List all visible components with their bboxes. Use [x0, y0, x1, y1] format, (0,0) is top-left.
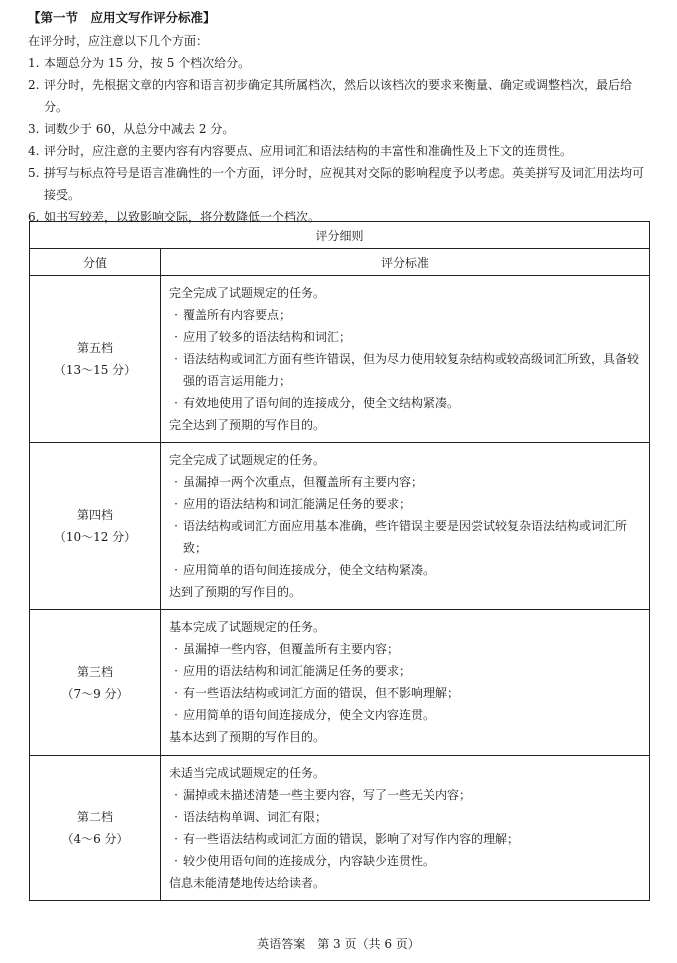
bullet-text: 应用了较多的语法结构和词汇；: [183, 330, 352, 344]
bullet-dot: ·: [174, 708, 178, 722]
bullet-text: 有一些语法结构或词汇方面的错误，但不影响理解；: [183, 686, 460, 700]
criteria-bullet: [169, 348, 641, 392]
criteria-opening: 基本完成了试题规定的任务。: [169, 620, 326, 634]
bullet-dot: ·: [174, 686, 178, 700]
tier-range: （7～9 分）: [61, 686, 129, 701]
bullet-dot: ·: [174, 330, 178, 344]
bullet-dot: ·: [174, 352, 178, 366]
bullet-dot: ·: [174, 563, 178, 577]
bullet-text: 虽漏掉一两个次重点，但覆盖所有主要内容；: [183, 475, 424, 489]
rule-item: [28, 140, 653, 162]
criteria-closing: 信息未能清楚地传达给读者。: [169, 876, 326, 890]
bullet-text: 较少使用语句间的连接成分，内容缺少连贯性。: [183, 854, 436, 868]
criteria-bullet: [169, 326, 641, 348]
tier-label-cell: [30, 610, 161, 756]
criteria-bullet: [169, 515, 641, 559]
bullet-dot: ·: [174, 854, 178, 868]
page-footer: 英语答案 第 3 页（共 6 页）: [257, 937, 420, 951]
criteria-bullet: [169, 304, 641, 326]
tier-criteria-cell: [161, 756, 650, 901]
criteria-bullet: [169, 682, 641, 704]
rule-number: 6.: [28, 210, 40, 224]
table-header-row: [30, 249, 650, 276]
bullet-dot: ·: [174, 642, 178, 656]
bullet-text: 应用的语法结构和词汇能满足任务的要求；: [183, 664, 412, 678]
criteria-bullet: [169, 828, 641, 850]
criteria-bullet: [169, 784, 641, 806]
bullet-dot: ·: [174, 832, 178, 846]
criteria-bullet: [169, 493, 641, 515]
rule-item: [28, 74, 653, 118]
tier-range: （13～15 分）: [53, 363, 137, 377]
scoring-details-table: [29, 221, 650, 901]
bullet-dot: ·: [174, 475, 178, 489]
rule-text: 评分时，应注意的主要内容有内容要点、应用词汇和语法结构的丰富性和准确性及上下文的连贯性。: [44, 144, 573, 158]
bullet-text: 有效地使用了语句间的连接成分，使全文结构紧凑。: [183, 396, 460, 410]
rule-number: 4.: [28, 144, 40, 158]
tier-name: 第五档: [76, 341, 113, 355]
criteria-bullet: [169, 471, 641, 493]
table-caption: 评分细则: [30, 222, 650, 249]
tier-name: 第三档: [76, 664, 113, 679]
bullet-dot: ·: [174, 497, 178, 511]
criteria-bullet: [169, 850, 641, 872]
section-title: 【第一节 应用文写作评分标准】: [28, 10, 216, 25]
criteria-bullet: [169, 559, 641, 581]
rule-number: 1.: [28, 56, 40, 70]
criteria-bullet: [169, 638, 641, 660]
intro-text: 在评分时，应注意以下几个方面：: [28, 34, 209, 48]
bullet-text: 应用的语法结构和词汇能满足任务的要求；: [183, 497, 412, 511]
criteria-opening: 完全完成了试题规定的任务。: [169, 453, 326, 467]
tier-label-cell: [30, 276, 161, 443]
criteria-bullet: [169, 660, 641, 682]
tier-label-cell: [30, 756, 161, 901]
table-row: [30, 756, 650, 901]
rule-text: 本题总分为 15 分，按 5 个档次给分。: [44, 56, 251, 70]
tier-criteria-cell: [161, 443, 650, 610]
rule-text: 拼写与标点符号是语言准确性的一个方面，评分时，应视其对交际的影响程度予以考虑。英美拼写及词汇用法均可接受。: [44, 166, 645, 202]
bullet-text: 应用简单的语句间连接成分，使全文内容连贯。: [183, 708, 436, 722]
bullet-text: 虽漏掉一些内容，但覆盖所有主要内容；: [183, 642, 400, 656]
criteria-opening: 完全完成了试题规定的任务。: [169, 286, 326, 300]
criteria-closing: 完全达到了预期的写作目的。: [169, 418, 326, 432]
bullet-dot: ·: [174, 308, 178, 322]
criteria-bullet: [169, 704, 641, 726]
rule-item: [28, 118, 653, 140]
criteria-closing: 达到了预期的写作目的。: [169, 585, 302, 599]
tier-range: （10～12 分）: [53, 530, 137, 544]
criteria-bullet: [169, 806, 641, 828]
table-row: [30, 610, 650, 756]
criteria-opening: 未适当完成试题规定的任务。: [169, 766, 326, 780]
rule-item: [28, 162, 653, 206]
tier-label-cell: [30, 443, 161, 610]
bullet-text: 有一些语法结构或词汇方面的错误，影响了对写作内容的理解；: [183, 832, 520, 846]
rule-number: 5.: [28, 166, 40, 180]
table-row: [30, 443, 650, 610]
bullet-text: 语法结构或词汇方面有些许错误，但为尽力使用较复杂结构或较高级词汇所致，具备较强的语言运用能力；: [183, 352, 640, 388]
rule-text: 词数少于 60，从总分中减去 2 分。: [44, 122, 235, 136]
rule-text: 如书写较差，以致影响交际，将分数降低一个档次。: [44, 210, 321, 224]
rule-number: 3.: [28, 122, 40, 136]
criteria-closing: 基本达到了预期的写作目的。: [169, 730, 326, 744]
rule-number: 2.: [28, 78, 40, 92]
bullet-dot: ·: [174, 396, 178, 410]
column-header-criteria: 评分标准: [161, 249, 650, 276]
bullet-dot: ·: [174, 664, 178, 678]
bullet-text: 应用简单的语句间连接成分，使全文结构紧凑。: [183, 563, 436, 577]
column-header-score: 分值: [30, 249, 161, 276]
table-caption-row: [30, 222, 650, 249]
bullet-text: 语法结构或词汇方面应用基本准确，些许错误主要是因尝试较复杂语法结构或词汇所致；: [183, 519, 628, 555]
rule-text: 评分时，先根据文章的内容和语言初步确定其所属档次，然后以该档次的要求来衡量、确定或调整档次，最后给分。: [44, 78, 633, 114]
tier-range: （4～6 分）: [61, 832, 129, 846]
tier-name: 第四档: [76, 508, 113, 522]
bullet-text: 语法结构单调、词汇有限；: [183, 810, 328, 824]
tier-criteria-cell: [161, 276, 650, 443]
bullet-dot: ·: [174, 519, 178, 533]
criteria-bullet: [169, 392, 641, 414]
bullet-dot: ·: [174, 788, 178, 802]
bullet-text: 覆盖所有内容要点；: [183, 308, 292, 322]
bullet-text: 漏掉或未描述清楚一些主要内容，写了一些无关内容；: [183, 788, 472, 802]
table-row: [30, 276, 650, 443]
tier-name: 第二档: [76, 810, 113, 824]
bullet-dot: ·: [174, 810, 178, 824]
tier-criteria-cell: [161, 610, 650, 756]
scoring-rules-list: [28, 52, 653, 228]
rule-item: [28, 52, 653, 74]
